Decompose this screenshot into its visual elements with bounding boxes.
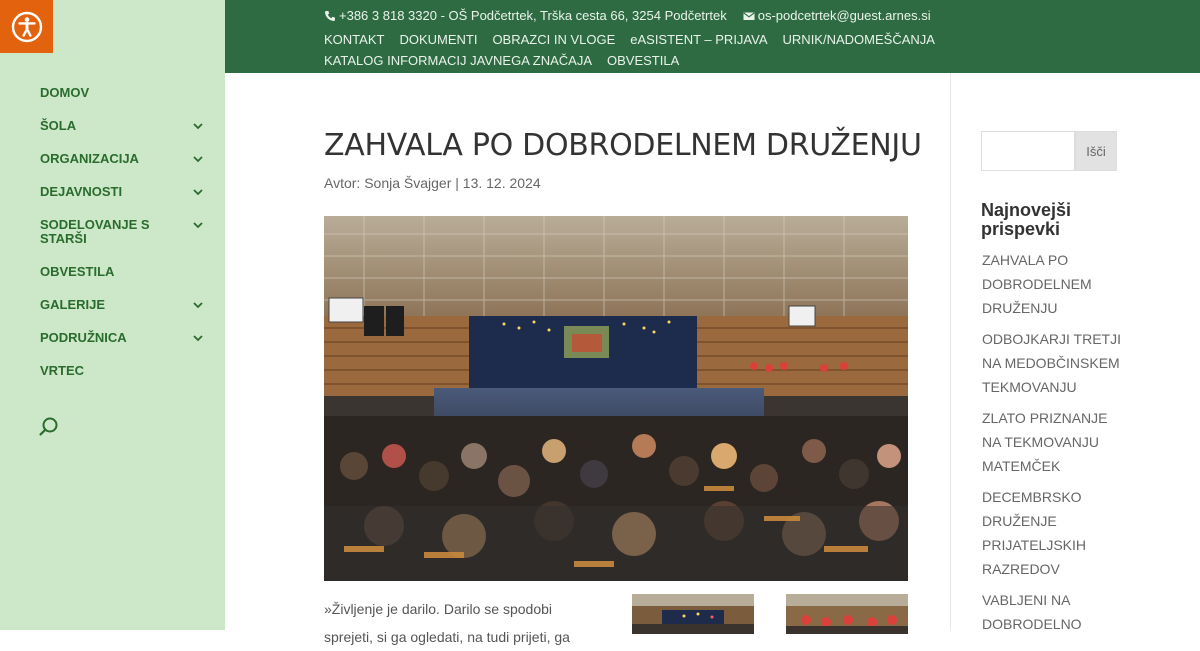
sidebar-item-0[interactable] [40,86,210,100]
top-nav-link-1[interactable]: DOKUMENTI [399,32,478,47]
recent-post-link[interactable]: ZAHVALA PO DOBRODELNEM DRUŽENJU [982,252,1092,316]
sidebar-item-label: SODELOVANJE S STARŠI [40,217,150,246]
recent-post-link[interactable]: DECEMBRSKO DRUŽENJE PRIJATELJSKIH RAZREDOV [982,489,1086,577]
recent-posts-list [982,248,1122,643]
sidebar-item-label: DOMOV [40,85,90,100]
sidebar-item-label: ORGANIZACIJA [40,151,139,166]
sidebar-item-4[interactable] [40,218,210,246]
chevron-down-icon[interactable] [192,121,204,131]
thumbnail-photo [786,594,908,634]
thumbnail-photo [632,594,754,634]
accessibility-button[interactable] [0,0,53,53]
sidebar-item-1[interactable] [40,119,210,133]
gallery-thumbnail[interactable] [786,594,908,634]
contact-email[interactable] [743,8,931,23]
sidebar-item-2[interactable] [40,152,210,166]
top-nav-link-0[interactable]: KONTAKT [324,32,385,47]
top-bar [225,0,1200,73]
sidebar-item-8[interactable] [40,364,210,378]
sidebar-item-5[interactable] [40,265,210,279]
sidebar-item-label: VRTEC [40,363,85,378]
contact-phone-address: +386 3 818 3320 - OŠ Podčetrtek, Trška cesta 66, 3254 Podčetrtek [339,8,727,23]
top-nav-link-5[interactable]: KATALOG INFORMACIJ JAVNEGA ZNAČAJA [324,53,592,68]
sidebar-item-label: ŠOLA [40,118,77,133]
contact-info [324,8,931,23]
chevron-down-icon[interactable] [192,187,204,197]
post-title: ZAHVALA PO DOBRODELNEM DRUŽENJU [324,128,922,163]
accessibility-person-icon [11,11,43,43]
envelope-icon [743,10,755,22]
chevron-down-icon[interactable] [192,220,204,230]
chevron-down-icon[interactable] [192,333,204,343]
sidebar-item-label: PODRUŽNICA [40,330,127,345]
top-navigation [324,29,964,71]
recent-post-link[interactable]: ZLATO PRIZNANJE NA TEKMOVANJU MATEMČEK [982,410,1108,474]
sidebar-search-input[interactable] [981,131,1075,171]
top-nav-link-4[interactable]: URNIK/NADOMEŠČANJA [782,32,935,47]
recent-post-link[interactable]: ODBOJKARJI TRETJI NA MEDOBČINSKEM TEKMOVANJU [982,331,1121,395]
search-icon[interactable] [38,416,60,438]
sidebar-item-6[interactable] [40,298,210,312]
gallery-thumbnail[interactable] [632,594,754,634]
left-sidebar [0,0,225,630]
top-nav-link-6[interactable]: OBVESTILA [607,53,680,68]
sidebar-search-button[interactable]: Išči [1075,131,1117,171]
recent-posts-heading: Najnovejši prispevki [981,200,1072,239]
recent-post-link[interactable]: VABLJENI NA DOBRODELNO [982,592,1082,632]
gymnasium-event-photo [324,216,908,581]
chevron-down-icon[interactable] [192,300,204,310]
sidebar-item-label: DEJAVNOSTI [40,184,123,199]
contact-email-text: os-podcetrtek@guest.arnes.si [757,8,931,23]
chevron-down-icon[interactable] [192,154,204,164]
post-meta: Avtor: Sonja Švajger | 13. 12. 2024 [324,175,541,191]
sidebar-divider [950,73,951,630]
sidebar-item-label: GALERIJE [40,297,106,312]
top-nav-link-2[interactable]: OBRAZCI IN VLOGE [492,32,616,47]
top-nav-link-3[interactable]: eASISTENT – PRIJAVA [630,32,768,47]
hero-image[interactable] [324,216,908,581]
phone-icon [324,10,336,22]
sidebar-item-label: OBVESTILA [40,264,115,279]
sidebar-item-7[interactable] [40,331,210,345]
post-excerpt: »Življenje je darilo. Darilo se spodobi sprejeti, si ga ogledati, na tudi prijeti, ga [324,601,570,645]
sidebar-item-3[interactable] [40,185,210,199]
